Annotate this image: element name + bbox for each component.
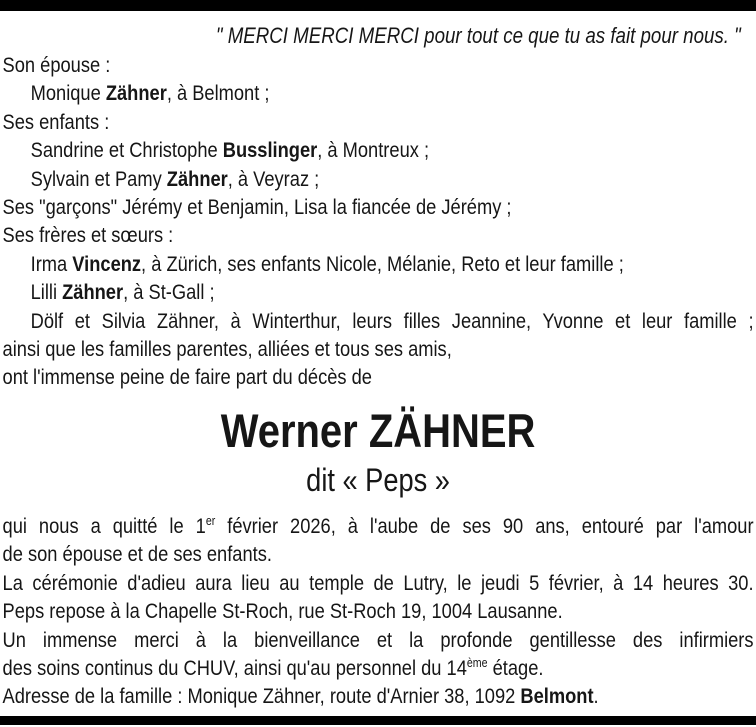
notice-line: qui nous a quitté le 1er février 2026, à l'aube de ses 90 ans, entouré par l'amour [2, 513, 754, 538]
notice-line: Son épouse : [2, 53, 111, 77]
notice-line: Ses "garçons" Jérémy et Benjamin, Lisa la fiancée de Jérémy ; [2, 195, 512, 220]
notice-line: Lilli Zähner, à St-Gall ; [30, 280, 215, 305]
notice-line: ont l'immense peine de faire part du décès de [2, 365, 372, 390]
notice-line: Sandrine et Christophe Busslinger, à Montreux ; [30, 138, 430, 163]
notice-line: Dölf et Silvia Zähner, à Winterthur, leurs filles Jeannine, Yvonne et leur famille ; [30, 308, 754, 333]
notice-line: Peps repose à la Chapelle St-Roch, rue St-Roch 19, 1004 Lausanne. [2, 599, 563, 624]
dedication-quote: " MERCI MERCI MERCI pour tout ce que tu as fait pour nous. " [215, 23, 741, 48]
bottom-rule [0, 716, 756, 725]
top-rule [0, 0, 756, 11]
notice-line: Monique Zähner, à Belmont ; [30, 81, 270, 106]
notice-line: ainsi que les familles parentes, alliées et tous ses amis, [2, 337, 452, 362]
notice-line: Irma Vincenz, à Zürich, ses enfants Nicole, Mélanie, Reto et leur famille ; [30, 251, 624, 276]
deceased-name: Werner ZÄHNER [220, 403, 536, 457]
notice-line: Ses frères et sœurs : [2, 223, 174, 248]
announcement-body [0, 512, 756, 711]
notice-line: Un immense merci à la bienveillance et la profonde gentillesse des infirmiers [2, 627, 754, 652]
notice-line: Ses enfants : [2, 109, 110, 134]
family-list [0, 51, 756, 392]
notice-line: Adresse de la famille : Monique Zähner, route d'Arnier 38, 1092 Belmont. [2, 684, 599, 709]
death-notice [0, 11, 756, 711]
deceased-nickname: dit « Peps » [306, 461, 450, 498]
notice-line: des soins continus du CHUV, ainsi qu'au personnel du 14ème étage. [2, 655, 544, 680]
notice-line: Sylvain et Pamy Zähner, à Veyraz ; [30, 166, 320, 191]
notice-line: La cérémonie d'adieu aura lieu au temple de Lutry, le jeudi 5 février, à 14 heures 30. [2, 570, 754, 595]
notice-line: de son épouse et de ses enfants. [2, 542, 272, 567]
